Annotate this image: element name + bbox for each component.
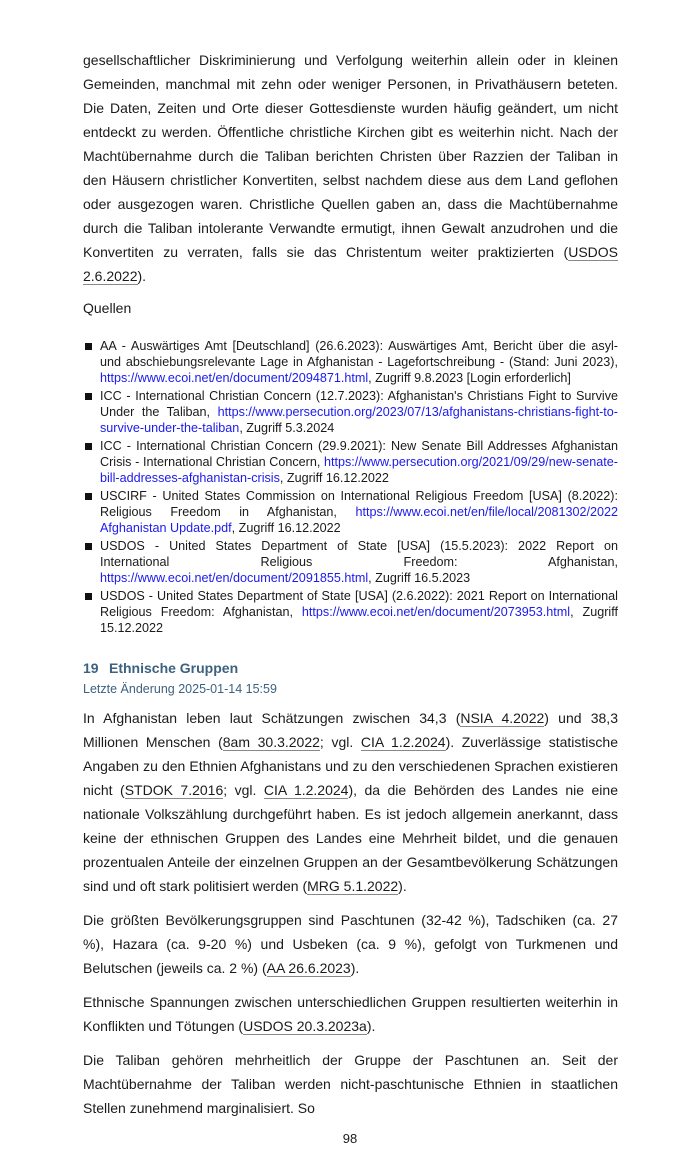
text-segment: , Zugriff 16.12.2022 — [231, 521, 341, 535]
text-segment: ) und 38,3 Millionen Menschen ( — [83, 710, 618, 750]
section-title: Ethnische Gruppen — [109, 660, 239, 676]
text-segment: Die größten Bevölkerungsgruppen sind Paschtunen (32-42 %), Tadschiken (ca. 27 %), Hazara (ca. 9-20 %) und Usbeken (ca. 9 %), gefolgt von Turkmenen und Belutschen (jeweils ca. 2 %) ( — [83, 912, 618, 976]
text-segment: , Zugriff 5.3.2024 — [239, 421, 335, 435]
text-segment: ICC - International Christian Concern (12.7.2023): Afghanistan's Christians Fight to Survive Under the Taliban, — [100, 389, 618, 419]
paragraph — [83, 908, 618, 980]
sources-heading: Quellen — [83, 300, 132, 316]
source-link[interactable]: https://www.persecution.org/2021/09/29/new-senate-bill-addresses-afghanistan-crisis — [100, 455, 618, 485]
text-segment: ; vgl. — [319, 734, 361, 750]
source-item — [99, 488, 618, 536]
source-item — [99, 588, 618, 636]
text-segment: ), da die Behörden des Landes nie eine nationale Volkszählung durchgeführt haben. Es ist jedoch allgemein anerkannt, dass keine der ethnischen Gruppen des Landes eine Mehrheit bildet, und die genauen prozentualen Anteile der einzelnen Gruppen an der Gesamtbevölkerung Schätzungen sind und oft stark politisiert werden ( — [83, 782, 618, 894]
source-link[interactable]: https://www.persecution.org/2023/07/13/afghanistans-christians-fight-to-survive-under-the-taliban — [100, 405, 618, 435]
source-link[interactable]: https://www.ecoi.net/en/document/2094871.html — [100, 371, 369, 385]
citation-link[interactable]: MRG 5.1.2022 — [307, 878, 399, 894]
section-body — [83, 706, 618, 1120]
source-item — [99, 438, 618, 486]
paragraph — [83, 1048, 618, 1120]
section-heading — [83, 658, 618, 678]
text-segment: USCIRF - United States Commission on International Religious Freedom [USA] (8.2022): Religious Freedom in Afghanistan, — [100, 489, 618, 519]
text-segment: , Zugriff 16.12.2022 — [279, 471, 389, 485]
page-number: 98 — [342, 1131, 358, 1146]
citation-link[interactable]: CIA 1.2.2024 — [360, 734, 446, 750]
text-segment: ICC - International Christian Concern (29.9.2021): New Senate Bill Addresses Afghanistan Crisis - International Christian Concern, — [100, 439, 618, 469]
text-segment: AA - Auswärtiges Amt [Deutschland] (26.6.2023): Auswärtiges Amt, Bericht über die asyl- und abschiebungsrelevante Lage in Afghanistan - Lagefortschreibung - (Stand: Juni 2023), — [100, 339, 618, 369]
source-item — [99, 388, 618, 436]
text-segment: ). — [398, 878, 407, 894]
text-segment: USDOS - United States Department of State [USA] (15.5.2023): 2022 Report on International Religious Freedom: Afghanistan, — [100, 539, 618, 569]
citation-link[interactable]: CIA 1.2.2024 — [263, 782, 349, 798]
text-segment: ). Zuverlässige statistische Angaben zu den Ethnien Afghanistans und zu den verschiedenen Sprachen existieren nicht ( — [83, 734, 618, 798]
citation-link[interactable]: USDOS 20.3.2023a — [243, 1018, 367, 1034]
text-segment: USDOS - United States Department of State [USA] (2.6.2022): 2021 Report on International Religious Freedom: Afghanistan, — [100, 589, 618, 619]
document-page — [83, 0, 618, 1120]
source-item — [99, 538, 618, 586]
text-segment: ). — [350, 960, 360, 976]
paragraph — [83, 706, 618, 898]
source-link[interactable]: https://www.ecoi.net/en/file/local/2081302/2022 Afghanistan Update.pdf — [100, 505, 618, 535]
citation-link[interactable]: AA 26.6.2023 — [266, 960, 351, 976]
text-segment: , Zugriff 16.5.2023 — [368, 571, 471, 585]
source-item — [99, 338, 618, 386]
citation-link[interactable]: 8am 30.3.2022 — [222, 734, 320, 750]
sources-list — [83, 338, 618, 636]
text-segment: , Zugriff 15.12.2022 — [100, 605, 618, 635]
source-link[interactable]: https://www.ecoi.net/en/document/2073953.html — [301, 605, 571, 619]
citation-link[interactable]: STDOK 7.2016 — [124, 782, 224, 798]
text-segment: gesellschaftlicher Diskriminierung und Verfolgung weiterhin allein oder in kleinen Gemeinden, manchmal mit zehn oder weniger Personen, in Privathäusern beteten. Die Daten, Zeiten und Orte dieser Gottesdienste wurden häufig geändert, um nicht entdeckt zu werden. Öffentliche christliche Kirchen gibt es weiterhin nicht. Nach der Machtübernahme durch die Taliban berichten Christen über Razzien der Taliban in den Häusern christlicher Konvertiten, selbst nachdem diese aus dem Land geflohen oder ausgezogen waren. Christliche Quellen gaben an, dass die Machtübernahme durch die Taliban intolerante Verwandte ermutigt, ihnen Gewalt anzudrohen und die Konvertiten zu verraten, falls sie das Christentum weiter praktizierten ( — [83, 52, 618, 260]
text-segment: Die Taliban gehören mehrheitlich der Gruppe der Paschtunen an. Seit der Machtübernahme der Taliban werden nicht-paschtunische Ethnien in staatlichen Stellen zunehmend marginalisiert. So — [83, 1052, 618, 1116]
section-number: 19 — [83, 660, 99, 676]
text-segment: ; vgl. — [223, 782, 264, 798]
citation-link[interactable]: NSIA 4.2022 — [460, 710, 545, 726]
intro-paragraph — [83, 48, 618, 288]
paragraph — [83, 990, 618, 1038]
source-link[interactable]: https://www.ecoi.net/en/document/2091855.html — [100, 571, 369, 585]
text-segment: Ethnische Spannungen zwischen unterschiedlichen Gruppen resultierten weiterhin in Konflikten und Tötungen ( — [83, 994, 618, 1034]
last-changed: Letzte Änderung 2025-01-14 15:59 — [83, 682, 277, 696]
text-segment: ). — [366, 1018, 376, 1034]
text-segment: In Afghanistan leben laut Schätzungen zwischen 34,3 ( — [83, 710, 461, 726]
text-segment: , Zugriff 9.8.2023 [Login erforderlich] — [368, 371, 571, 385]
citation-link[interactable]: USDOS 2.6.2022 — [83, 244, 618, 284]
text-segment: ). — [137, 268, 147, 284]
